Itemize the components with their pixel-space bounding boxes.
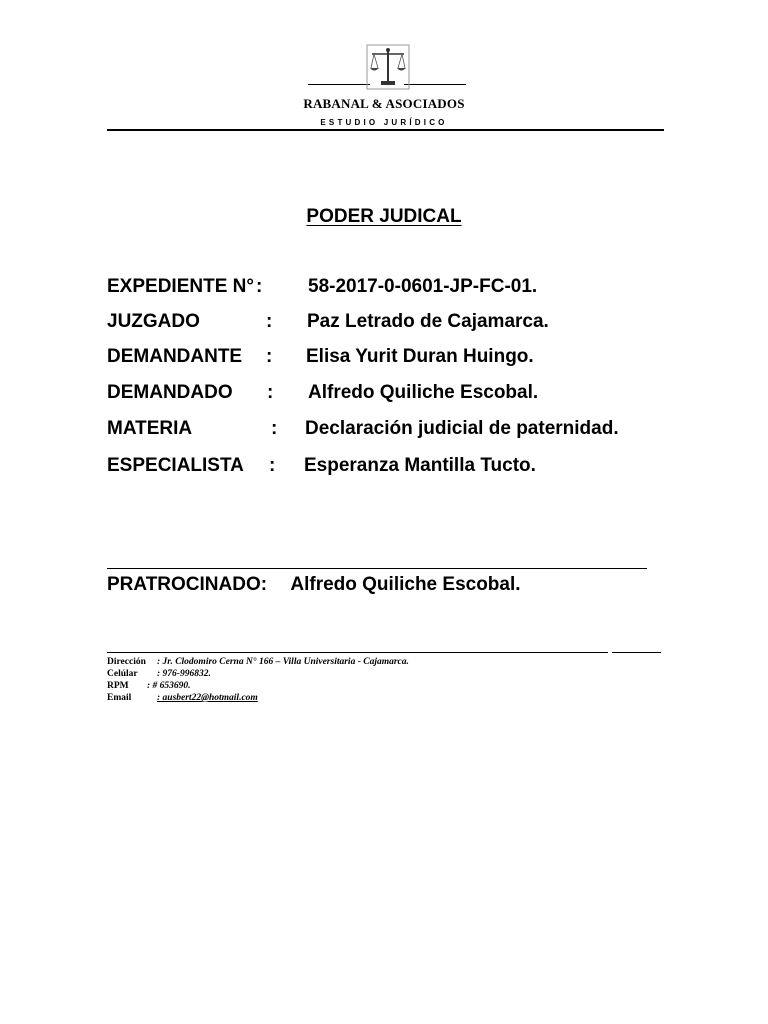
- document-title-text: PODER JUDICAL: [306, 206, 462, 227]
- firm-subtitle: ESTUDIO JURÍDICO: [320, 118, 448, 127]
- field-colon: :: [271, 418, 278, 439]
- header-divider: [107, 129, 664, 131]
- contact-key: Email: [107, 693, 132, 703]
- footer-rule: [107, 652, 608, 653]
- contact-value: : 976-996832.: [157, 669, 211, 679]
- letterhead-rule-left: [308, 84, 370, 85]
- field-value: Esperanza Mantilla Tucto.: [304, 455, 536, 476]
- field-colon: :: [266, 346, 273, 367]
- field-label: MATERIA: [107, 418, 193, 439]
- footer-rule-short: [612, 652, 661, 653]
- contact-key: RPM: [107, 681, 129, 691]
- contact-address: [107, 656, 409, 668]
- field-value: Alfredo Quiliche Escobal.: [308, 382, 539, 403]
- signature-line: [107, 568, 647, 569]
- scales-of-justice-icon: [366, 44, 410, 90]
- field-label: DEMANDANTE: [107, 346, 243, 367]
- field-colon: :: [269, 455, 276, 476]
- contact-email: [107, 692, 258, 704]
- field-label: ESPECIALISTA: [107, 455, 244, 476]
- field-value: Elisa Yurit Duran Huingo.: [306, 346, 534, 367]
- patrocinado-value: Alfredo Quiliche Escobal.: [290, 574, 521, 595]
- field-value: 58-2017-0-0601-JP-FC-01.: [308, 276, 538, 297]
- email-link[interactable]: : ausbert22@hotmail.com: [157, 693, 258, 703]
- field-colon: :: [267, 382, 274, 403]
- field-label: JUZGADO: [107, 311, 200, 332]
- patrocinado-label: PRATROCINADO:: [107, 574, 268, 595]
- document-title: [0, 206, 768, 228]
- field-label: EXPEDIENTE N°: [107, 276, 254, 297]
- field-colon: :: [256, 276, 263, 297]
- contact-key: Celúlar: [107, 669, 138, 679]
- contact-value: : # 653690.: [147, 681, 191, 691]
- field-value: Paz Letrado de Cajamarca.: [307, 311, 549, 332]
- field-label: DEMANDADO: [107, 382, 233, 403]
- contact-phone: [107, 668, 211, 680]
- patrocinado-row: [107, 574, 521, 596]
- field-value: Declaración judicial de paternidad.: [305, 418, 619, 439]
- contact-rpm: [107, 680, 191, 692]
- letterhead-rule-right: [404, 84, 466, 85]
- field-colon: :: [266, 311, 273, 332]
- firm-name: RABANAL & ASOCIADOS: [303, 96, 465, 111]
- contact-key: Dirección: [107, 657, 146, 667]
- contact-value: : Jr. Clodomiro Cerna N° 166 – Villa Universitaria - Cajamarca.: [157, 657, 409, 667]
